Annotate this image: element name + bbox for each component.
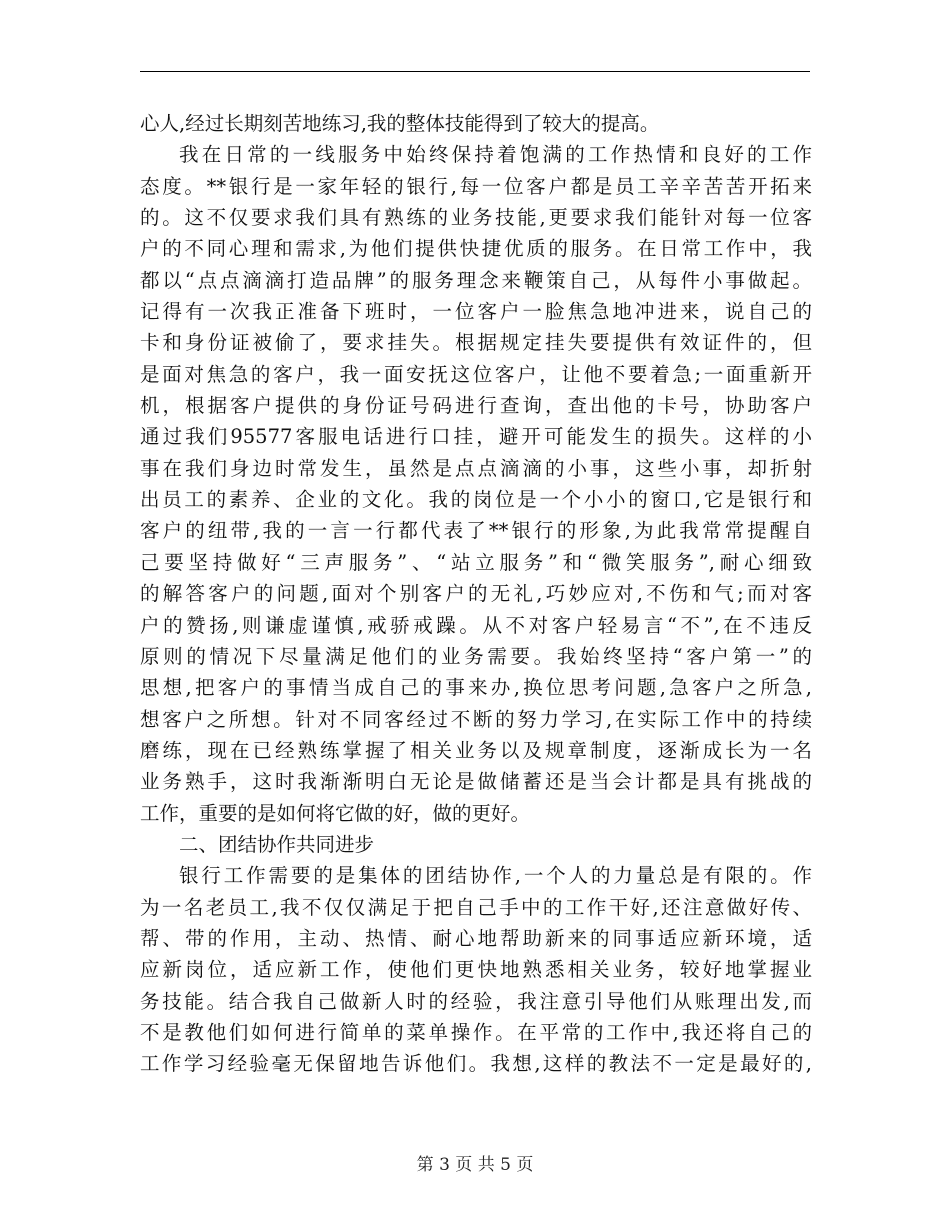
paragraph-line: 卡和身份证被偷了，要求挂失。根据规定挂失要提供有效证件的，但 [140,331,812,355]
section-heading: 二、团结协作共同进步 [179,832,375,856]
paragraph-line: 客户的纽带,我的一言一行都代表了**银行的形象,为此我常常提醒自 [140,519,812,543]
paragraph-line: 工作学习经验毫无保留地告诉他们。我想,这样的教法不一定是最好的, [140,1052,812,1076]
paragraph-line: 为一名老员工,我不仅仅满足于把自己手中的工作干好,还注意做好传、 [140,895,812,919]
paragraph-line: 磨练，现在已经熟练掌握了相关业务以及规章制度，逐渐成长为一名 [140,738,812,762]
paragraph-line: 的。这不仅要求我们具有熟练的业务技能,更要求我们能针对每一位客 [140,206,812,230]
paragraph-line: 态度。**银行是一家年轻的银行,每一位客户都是员工辛辛苦苦开拓来 [140,174,812,198]
document-body [140,108,812,1080]
paragraph-line: 银行工作需要的是集体的团结协作,一个人的力量总是有限的。作 [179,864,812,888]
paragraph-line: 事在我们身边时常发生，虽然是点点滴滴的小事，这些小事，却折射 [140,456,812,480]
paragraph-line: 通过我们95577客服电话进行口挂，避开可能发生的损失。这样的小 [140,425,812,449]
paragraph-line: 心人,经过长期刻苦地练习,我的整体技能得到了较大的提高。 [140,112,660,135]
paragraph-line: 想客户之所想。针对不同客经过不断的努力学习,在实际工作中的持续 [140,707,812,731]
paragraph-line: 机，根据客户提供的身份证号码进行查询，查出他的卡号，协助客户 [140,394,812,418]
paragraph-line: 户的赞扬,则谦虚谨慎,戒骄戒躁。从不对客户轻易言“不”,在不违反 [140,613,812,637]
paragraph-line: 的解答客户的问题,面对个别客户的无礼,巧妙应对,不伤和气;而对客 [140,582,812,606]
header-rule [140,71,810,72]
paragraph-line: 不是教他们如何进行简单的菜单操作。在平常的工作中,我还将自己的 [140,1020,812,1044]
paragraph-line: 记得有一次我正准备下班时，一位客户一脸焦急地冲进来，说自己的 [140,300,812,324]
paragraph-line: 业务熟手，这时我渐渐明白无论是做储蓄还是当会计都是具有挑战的 [140,770,812,794]
paragraph-line: 原则的情况下尽量满足他们的业务需要。我始终坚持“客户第一”的 [140,644,812,668]
paragraph-line: 应新岗位，适应新工作，使他们更快地熟悉相关业务，较好地掌握业 [140,958,812,982]
paragraph-line: 己要坚持做好“三声服务”、“站立服务”和“微笑服务”,耐心细致 [140,550,812,574]
paragraph-line: 务技能。结合我自己做新人时的经验，我注意引导他们从账理出发,而 [140,989,812,1013]
paragraph-line: 帮、带的作用，主动、热情、耐心地帮助新来的同事适应新环境，适 [140,926,812,950]
paragraph-line: 思想,把客户的事情当成自己的事来办,换位思考问题,急客户之所急, [140,676,812,700]
page-number: 第 3 页 共 5 页 [416,1155,534,1175]
paragraph-line: 出员工的素养、企业的文化。我的岗位是一个小小的窗口,它是银行和 [140,488,812,512]
paragraph-line: 都以“点点滴滴打造品牌”的服务理念来鞭策自己，从每件小事做起。 [140,268,812,292]
paragraph-line: 户的不同心理和需求,为他们提供快捷优质的服务。在日常工作中，我 [140,237,812,261]
paragraph-line: 是面对焦急的客户，我一面安抚这位客户，让他不要着急;一面重新开 [140,362,812,386]
paragraph-line: 我在日常的一线服务中始终保持着饱满的工作热情和良好的工作 [179,143,812,167]
paragraph-line: 工作，重要的是如何将它做的好，做的更好。 [140,801,531,825]
